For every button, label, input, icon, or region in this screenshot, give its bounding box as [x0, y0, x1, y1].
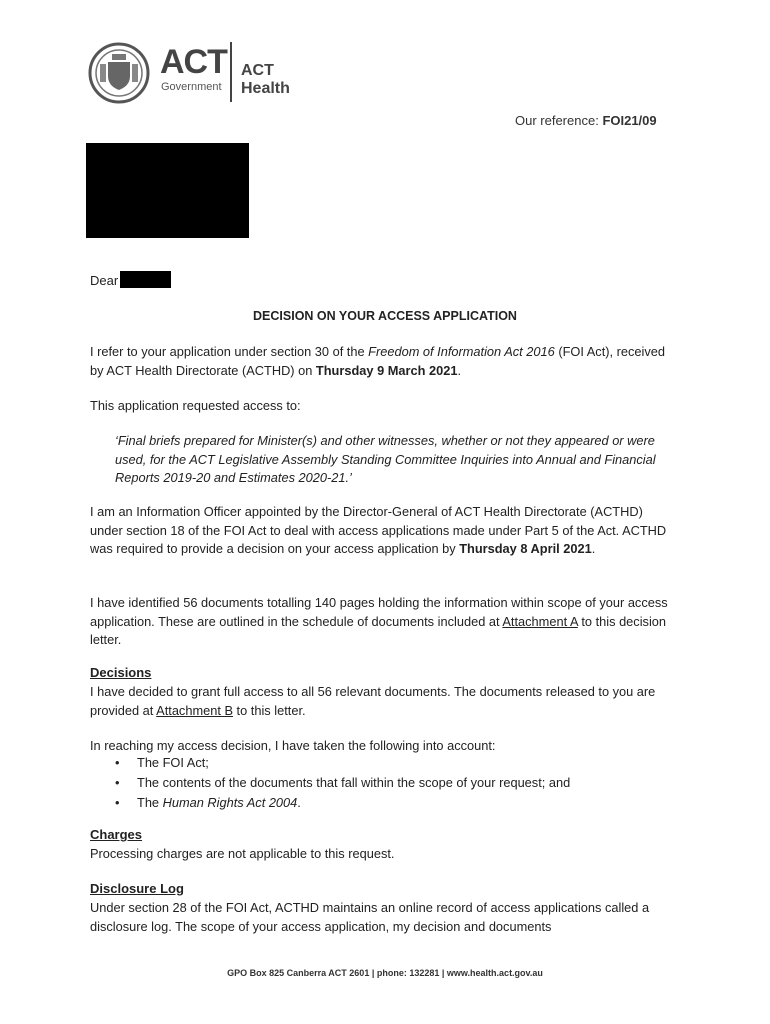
paragraph-requested: This application requested access to: [90, 398, 301, 413]
list-item: • The contents of the documents that fall within the scope of your request; and [115, 775, 571, 790]
salutation: Dear [90, 273, 119, 288]
reference-label: Our reference: [515, 113, 603, 128]
decisions-heading: Decisions [90, 665, 152, 680]
foi-act-name: Freedom of Information Act 2016 [368, 344, 555, 359]
received-date: Thursday 9 March 2021 [315, 362, 458, 378]
letter-title: DECISION ON YOUR ACCESS APPLICATION [253, 309, 517, 323]
reference-number: FOI21/09 [602, 113, 657, 128]
list-item: • The FOI Act; [115, 755, 209, 770]
list-item: • The Human Rights Act 2004. [115, 795, 301, 810]
redacted-recipient-name [120, 271, 171, 288]
paragraph-documents-identified: I have identified 56 documents totalling 140 pages holding the information within scope of your access application. These are outlined in the schedule of documents included at Attachment A to this decision letter. [90, 595, 668, 647]
logo-act-text: ACT [160, 43, 227, 81]
department-name: ACT Health [241, 62, 290, 97]
charges-heading: Charges [90, 827, 143, 842]
redacted-address-block [86, 143, 249, 238]
paragraph-disclosure-log: Under section 28 of the FOI Act, ACTHD maintains an online record of access applications called a disclosure log. The scope of your access application, my decision and documents [90, 900, 650, 934]
logo-divider [230, 42, 232, 102]
coat-of-arms-icon [88, 42, 150, 104]
paragraph-charges: Processing charges are not applicable to this request. [90, 846, 395, 861]
our-reference [515, 113, 657, 128]
disclosure-log-heading: Disclosure Log [90, 881, 184, 896]
considerations-list [115, 753, 570, 813]
paragraph-application: I refer to your application under section 30 of the Freedom of Information Act 2016 (FOI Act), received by ACT Health Directorate (ACTHD) on Thursday 9 March 2021. [90, 344, 665, 378]
request-scope-quote: ‘Final briefs prepared for Minister(s) and other witnesses, whether or not they appeared or were used, for the ACT Legislative Assembly Standing Committee Inquiries into Annual and Financial Reports 2019-20 and Estimates 2020-21.’ [115, 433, 656, 485]
human-rights-act-name: Human Rights Act 2004 [162, 795, 298, 810]
attachment-a-reference: Attachment A [502, 613, 578, 629]
footer-contact: GPO Box 825 Canberra ACT 2601 | phone: 132281 | www.health.act.gov.au [227, 968, 543, 978]
attachment-b-reference: Attachment B [156, 702, 233, 718]
paragraph-information-officer: I am an Information Officer appointed by the Director-General of ACT Health Directorate (ACTHD) under section 18 of the FOI Act to deal with access applications made under Part 5 of the Act. ACTHD was required to provide a decision on your access application by Thursday 8 April 2021. [90, 504, 667, 556]
decision-due-date: Thursday 8 April 2021 [459, 541, 592, 556]
logo-government-text: Government [161, 81, 222, 93]
paragraph-considerations: In reaching my access decision, I have taken the following into account: [90, 738, 496, 753]
paragraph-decisions: I have decided to grant full access to all 56 relevant documents. The documents released to you are provided at Attachment B to this letter. [90, 684, 656, 718]
